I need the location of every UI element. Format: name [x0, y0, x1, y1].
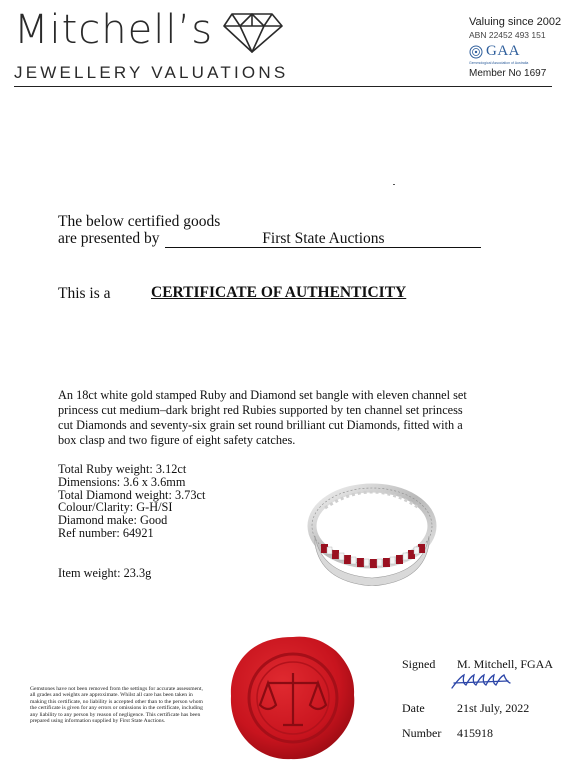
- member-number: Member No 1697: [469, 68, 547, 79]
- spec-ref-number: Ref number: 64921: [58, 525, 154, 540]
- gaa-subtitle: Gemmological Association of Australia: [469, 61, 529, 65]
- brand-name: Mitchell’s: [14, 7, 214, 53]
- specs-list: [58, 463, 205, 540]
- number-value: 415918: [457, 726, 493, 740]
- company-info: [469, 16, 561, 79]
- header-divider: [14, 86, 552, 87]
- spec-colour-clarity: Colour/Clarity: G-H/SI: [58, 500, 173, 515]
- speck: [393, 184, 395, 185]
- certificate-title: CERTIFICATE OF AUTHENTICITY: [151, 284, 407, 301]
- gaa-logo: [469, 43, 561, 60]
- presenter-name: First State Auctions: [262, 230, 385, 247]
- intro-prefix: are presented by: [58, 230, 160, 247]
- abn-number: ABN 22452 493 151: [469, 30, 546, 40]
- spec-diamond-weight: Total Diamond weight: 3.73ct: [58, 487, 206, 502]
- signed-value: M. Mitchell, FGAA: [457, 657, 553, 671]
- certificate-prefix: This is a: [58, 285, 111, 302]
- valuing-since: Valuing since 2002: [469, 16, 562, 28]
- disclaimer-text: Gemstones have not been removed from the settings for accurate assessment, all grades and weights are approximate. Whilst all care has been taken in making this certificate, no liability is accepted other than to the person whom the certificate is given for any errors or omissions in the certificate, including any liability to any person by reason of negligence. This certificate has been prepared using information supplied by First State Auctions.: [30, 686, 203, 725]
- brand-tagline: JEWELLERY VALUATIONS: [14, 63, 289, 82]
- bangle-photo: [307, 478, 437, 586]
- item-weight: Item weight: 23.3g: [58, 566, 152, 580]
- handwritten-signature-icon: [450, 671, 518, 691]
- number-label: Number: [402, 726, 442, 740]
- presenter-field: [165, 230, 481, 248]
- spec-dimensions: Dimensions: 3.6 x 3.6mm: [58, 474, 186, 489]
- date-label: Date: [402, 701, 425, 715]
- gaa-label: GAA: [486, 43, 520, 59]
- wax-seal-icon: [228, 633, 358, 763]
- gaa-emblem-icon: [469, 45, 483, 59]
- intro-line-1: The below certified goods: [58, 213, 221, 230]
- signed-label: Signed: [402, 657, 436, 671]
- spec-diamond-make: Diamond make: Good: [58, 513, 168, 528]
- spec-ruby-weight: Total Ruby weight: 3.12ct: [58, 462, 187, 476]
- item-description: An 18ct white gold stamped Ruby and Diamond set bangle with eleven channel set princess cut medium–dark bright red Rubies supported by ten channel set princess cut Diamonds and seventy-six grain set round brilliant cut Diamonds, fitted with a box clasp and two figure of eight safety catches.: [58, 388, 467, 447]
- diamond-logo-icon: [222, 12, 284, 54]
- intro-line-2: [58, 230, 481, 248]
- date-value: 21st July, 2022: [457, 701, 530, 715]
